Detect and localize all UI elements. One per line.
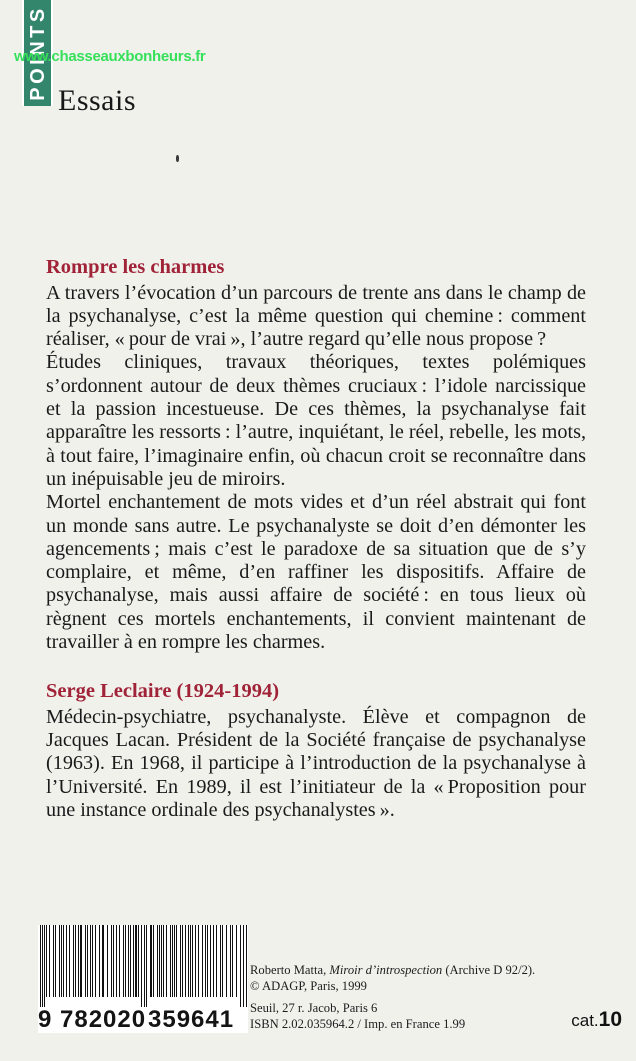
barcode-bar	[188, 925, 189, 997]
barcode-bar	[246, 925, 247, 1007]
barcode-bar	[111, 925, 112, 997]
isbn-line: ISBN 2.02.035964.2 / Imp. en France 1.99	[250, 1016, 466, 1031]
copyright-line: © ADAGP, Paris, 1999	[250, 978, 367, 993]
barcode	[38, 925, 248, 1033]
barcode-bar	[157, 925, 158, 997]
author-name: Serge Leclaire (1924-1994)	[46, 680, 280, 703]
barcode-bar	[192, 925, 193, 997]
barcode-group-1: 782020	[60, 1006, 147, 1033]
catalog-number	[571, 1008, 622, 1032]
barcode-bar	[113, 925, 114, 997]
barcode-bar	[128, 925, 129, 997]
barcode-bar	[125, 925, 126, 997]
barcode-bar	[198, 925, 199, 997]
barcode-bar	[243, 925, 244, 1007]
barcode-bar	[78, 925, 79, 997]
points-logo-text: POINTS	[26, 5, 49, 101]
blurb-paragraph-3: Mortel enchantement de mots vides et d’un réel abstrait qui font un monde sans autre. Le psychanalyste se doit d’en démonter les agencements ; mais c’est le paradoxe de sa situation que de s’y complaire, et même, d’en raffiner les dispositifs. Affaire de psychanalyse, mais aussi affaire de société : en tous lieux où règnent ces mortels enchantements, il convient maintenant de travailler à en rompre les charmes.	[46, 491, 586, 654]
barcode-bar	[99, 925, 100, 997]
barcode-bar	[46, 925, 47, 997]
barcode-digits	[38, 1007, 248, 1033]
barcode-bar	[49, 925, 50, 997]
barcode-bar	[80, 925, 81, 997]
barcode-bar	[69, 925, 70, 997]
barcode-bar	[44, 925, 45, 1007]
barcode-bar	[116, 925, 117, 997]
barcode-bar	[135, 925, 136, 997]
blurb-block	[46, 256, 586, 822]
catalog-label: cat.	[571, 1011, 599, 1030]
artwork-credit	[250, 963, 620, 979]
barcode-bar	[236, 925, 237, 997]
artwork-artist: Roberto Matta,	[250, 963, 327, 977]
barcode-bar	[133, 925, 134, 997]
barcode-bar	[92, 925, 93, 997]
barcode-bar	[159, 925, 160, 997]
barcode-bar	[166, 925, 167, 997]
barcode-bar	[210, 925, 211, 997]
barcode-bar	[141, 925, 142, 1007]
barcode-group-2: 359641	[148, 1006, 235, 1033]
author-biography: Médecin-psychiatre, psychanalyste. Élève et compagnon de Jacques Lacan. Président de la Société française de psychanalyse (1963). En 1968, il participe à l’introduction de la psychanalyse à l’Université. En 1989, il est l’initiateur de la « Proposition pour une instance ordinale des psychanalystes ».	[46, 705, 586, 822]
blurb-title: Rompre les charmes	[46, 256, 225, 278]
barcode-bar	[222, 925, 223, 997]
barcode-bar	[182, 925, 183, 997]
publisher-line: Seuil, 27 r. Jacob, Paris 6	[250, 1001, 378, 1015]
blurb-paragraph-1: A travers l’évocation d’un parcours de trente ans dans le champ de la psychanalyse, c’est la même question qui chemine : comment réaliser, « pour de vrai », l’autre regard qu’elle nous propose ?	[46, 281, 586, 351]
barcode-bar	[85, 925, 86, 997]
barcode-bar	[59, 925, 60, 997]
artwork-title: Miroir d’introspection	[329, 963, 443, 977]
barcode-bar	[195, 925, 196, 997]
site-watermark: www.chasseauxbonheurs.fr	[14, 48, 206, 65]
barcode-bar	[174, 925, 175, 997]
colophon	[250, 963, 620, 1032]
barcode-bar	[185, 925, 186, 997]
artwork-reference: (Archive D 92/2).	[445, 963, 536, 977]
barcode-bar	[172, 925, 173, 997]
barcode-lead-digit: 9	[38, 1006, 53, 1033]
catalog-value: 10	[598, 1008, 622, 1031]
barcode-bar	[40, 925, 41, 1007]
barcode-bar	[216, 925, 217, 997]
colophon-spacer	[250, 994, 620, 1001]
print-speck	[176, 155, 179, 162]
barcode-bars	[38, 925, 248, 1007]
collection-label: Essais	[58, 84, 136, 117]
barcode-bar	[153, 925, 154, 997]
barcode-bar	[107, 925, 108, 997]
barcode-bar	[102, 925, 103, 997]
barcode-bar	[190, 925, 191, 997]
barcode-bar	[61, 925, 62, 997]
barcode-bar	[103, 925, 104, 997]
barcode-bar	[226, 925, 227, 997]
blurb-paragraph-2: Études cliniques, travaux théoriques, textes polémiques s’ordonnent autour de deux thèmes cruciaux : l’idole narcissique et la passion incestueuse. De ces thèmes, la psychanalyse fait apparaître les ressorts : l’autre, inquiétant, le réel, rebelle, les mots, à tout faire, l’imaginaire enfin, où chacun croit se reconnaître dans un inépuisable jeu de miroirs.	[46, 351, 586, 490]
barcode-bar	[144, 925, 145, 1007]
